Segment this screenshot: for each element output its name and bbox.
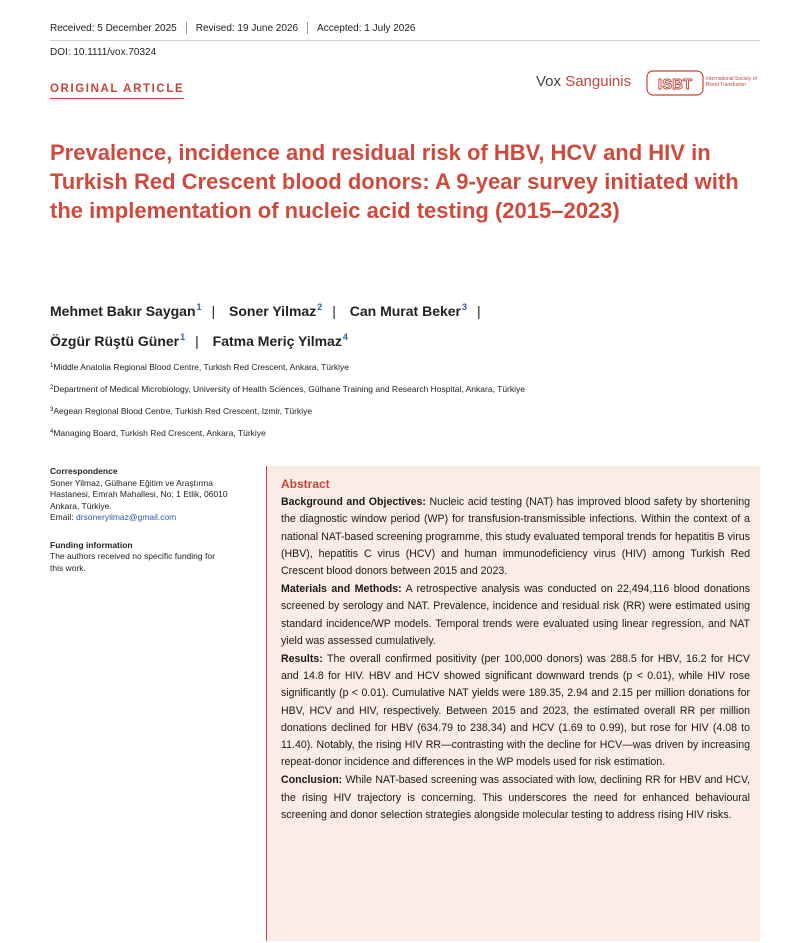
journal-brand bbox=[536, 68, 760, 102]
divider bbox=[307, 22, 308, 34]
abstract-heading: Abstract bbox=[281, 477, 330, 491]
author-affil-marker[interactable]: 1 bbox=[196, 302, 202, 312]
author-name[interactable]: Fatma Meriç Yilmaz bbox=[212, 333, 342, 349]
author-affil-marker[interactable]: 1 bbox=[180, 332, 186, 342]
affiliation-number: 1 bbox=[50, 363, 54, 369]
author-separator: | bbox=[195, 333, 199, 349]
abstract-section bbox=[281, 651, 750, 772]
article-type-label: ORIGINAL ARTICLE bbox=[50, 83, 184, 99]
correspondence-email-row bbox=[50, 512, 250, 524]
affiliation-text: Department of Medical Microbiology, University of Health Sciences, Gülhane Training and Research Hospital, Ankara, Türkiye bbox=[53, 384, 526, 394]
email-label: Email: bbox=[50, 512, 74, 522]
abstract-section-text: Nucleic acid testing (NAT) has improved blood safety by shortening the diagnostic window period (WP) for transfusion-transmissible infections. Within the context of a national NAT-based screening programme, this study evaluated temporal trends for hepatitis B virus (HBV), hepatitis C virus (HCV) and human immunodeficiency virus (HIV) among Turkish Red Crescent blood donors between 2015 and 2023. bbox=[281, 496, 750, 578]
affiliation bbox=[50, 404, 750, 426]
funding-heading: Funding information bbox=[50, 539, 133, 550]
doi[interactable]: DOI: 10.1111/vox.70324 bbox=[50, 47, 157, 58]
received-date: Received: 5 December 2025 bbox=[50, 22, 177, 34]
affiliation-text: Middle Anatolia Regional Blood Centre, Turkish Red Crescent, Ankara, Türkiye bbox=[53, 362, 349, 372]
affiliation bbox=[50, 426, 750, 448]
affiliation-text: Aegean Regional Blood Centre, Turkish Red Crescent, Izmir, Türkiye bbox=[53, 406, 313, 416]
journal-name bbox=[536, 73, 631, 90]
abstract-section bbox=[281, 494, 750, 580]
author-separator: | bbox=[477, 303, 481, 319]
abstract-section bbox=[281, 772, 750, 824]
society-name: International Society of Blood Transfusion bbox=[706, 76, 757, 88]
author-name[interactable]: Mehmet Bakır Saygan bbox=[50, 303, 196, 319]
article-dates bbox=[50, 22, 760, 41]
journal-name-part1: Vox bbox=[536, 73, 562, 90]
abstract-section-label: Results: bbox=[281, 652, 323, 665]
author-separator: | bbox=[332, 303, 336, 319]
revised-date: Revised: 19 June 2026 bbox=[195, 22, 299, 34]
abstract-box bbox=[266, 466, 760, 941]
affiliation bbox=[50, 382, 750, 404]
author-row bbox=[50, 294, 750, 324]
article-title: Prevalence, incidence and residual risk of HBV, HCV and HIV in Turkish Red Crescent blood donors: A 9-year survey initiated with the implementation of nucleic acid testing (2015–2023) bbox=[50, 140, 739, 223]
funding-line: this work. bbox=[50, 562, 86, 573]
abstract-section-text: The overall confirmed positivity (per 100,000 donors) was 288.5 for HBV, 16.2 for HCV and 14.8 for HIV. HBV and HCV showed significant downward trends (p < 0.01), while HIV rose significantly (p < 0.01). Cumulative NAT yields were 189.35, 2.94 and 2.15 per million donations for HBV, HCV and HIV, respectively. Between 2015 and 2023, the estimated overall RR per million donations declined for HBV (634.79 to 238.34) and HCV (1.69 to 0.99), but rose for HIV (4.08 to 11.40). Notably, the rising HIV RR—contrasting with the decline for HCV—was driven by increasing repeat-donor incidence and differences in the WP models used for risk estimation. bbox=[281, 652, 750, 769]
author-list bbox=[50, 294, 750, 354]
abstract-section-label: Materials and Methods: bbox=[281, 582, 402, 595]
spacer bbox=[50, 524, 250, 540]
author-affil-marker[interactable]: 4 bbox=[342, 332, 348, 342]
author-affil-marker[interactable]: 2 bbox=[317, 302, 323, 312]
affiliation-number: 2 bbox=[50, 385, 54, 391]
abstract-section-text: A retrospective analysis was conducted on 22,494,116 blood donations screened by serology and NAT. Prevalence, incidence and residual risk (RR) were estimated using standard incidence/WP models. Temporal trends were evaluated using linear regression, and NAT yield was assessed cumulatively. bbox=[281, 582, 751, 647]
correspondence-line: Hastanesi, Emrah Mahallesi, No: 1 Etlik, 06010 bbox=[50, 489, 228, 499]
affiliation-list bbox=[50, 360, 750, 448]
affiliation-number: 3 bbox=[50, 407, 54, 413]
accepted-date: Accepted: 1 July 2026 bbox=[317, 22, 416, 34]
author-name[interactable]: Soner Yilmaz bbox=[229, 303, 317, 319]
correspondence-line: Ankara, Türkiye. bbox=[50, 500, 112, 511]
abstract-section-text: While NAT-based screening was associated with low, declining RR for HBV and HCV, the rising HIV trajectory is concerning. This underscores the need for enhanced behavioural screening and donor selection strategies alongside molecular testing to address rising HIV risks. bbox=[281, 774, 750, 821]
author-affil-marker[interactable]: 3 bbox=[462, 302, 468, 312]
email-link[interactable]: drsoneryilmaz@gmail.com bbox=[76, 512, 177, 522]
abstract-section-label: Background and Objectives: bbox=[281, 496, 426, 508]
affiliation-text: Managing Board, Turkish Red Crescent, Ankara, Türkiye bbox=[53, 428, 266, 438]
funding-line: The authors received no specific funding for bbox=[50, 551, 215, 561]
abstract-section bbox=[281, 581, 750, 650]
author-name[interactable]: Can Murat Beker bbox=[349, 303, 462, 319]
correspondence-heading: Correspondence bbox=[50, 466, 118, 476]
correspondence-line: Soner Yilmaz, Gülhane Eğitim ve Araştırma bbox=[50, 477, 213, 488]
author-name[interactable]: Özgür Rüştü Güner bbox=[50, 333, 180, 349]
side-info bbox=[50, 466, 250, 574]
author-row bbox=[50, 324, 750, 354]
affiliation-number: 4 bbox=[50, 429, 54, 435]
divider bbox=[186, 22, 187, 34]
abstract-section-label: Conclusion: bbox=[281, 774, 343, 787]
affiliation bbox=[50, 360, 750, 382]
isbt-logo-text: ISBT bbox=[657, 76, 693, 93]
isbt-logo-icon bbox=[646, 68, 704, 98]
author-separator: | bbox=[211, 303, 216, 319]
journal-name-part2: Sanguinis bbox=[565, 73, 632, 90]
